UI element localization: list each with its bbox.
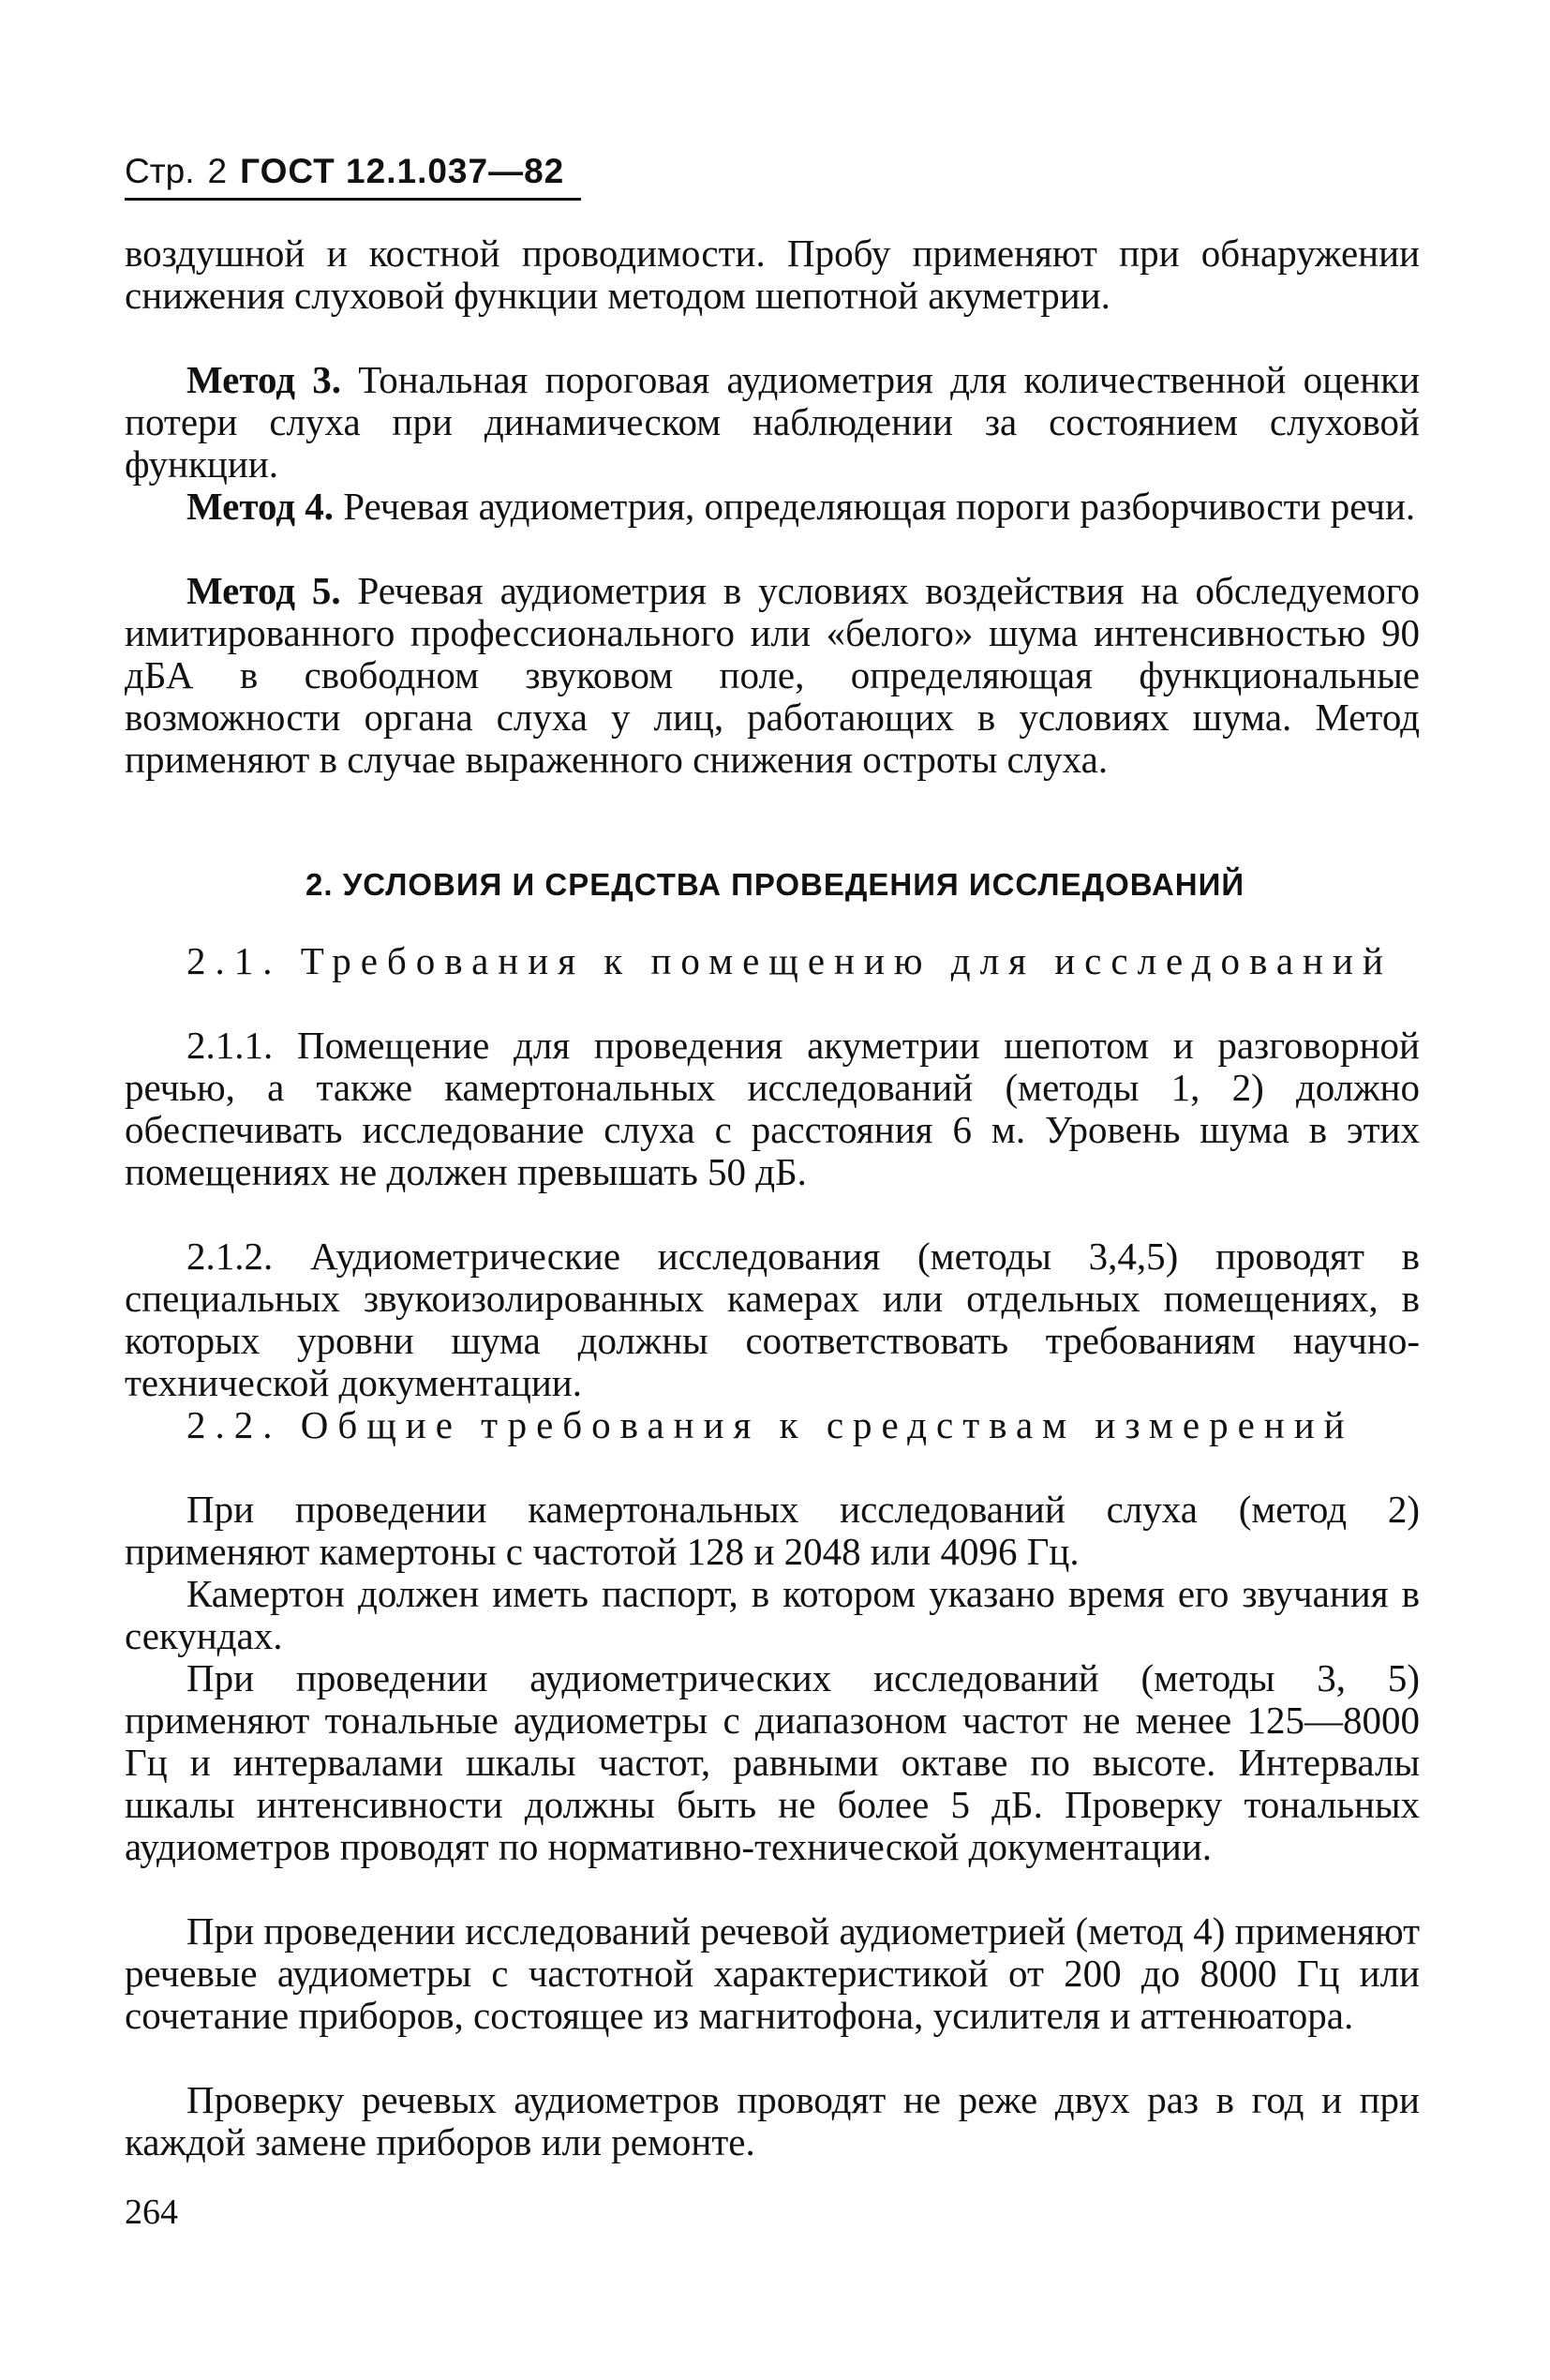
method-3-text: Тональная пороговая аудиометрия для количественной оценки потери слуха при динамическом наблюдении за состоянием слуховой функции. (125, 358, 1421, 486)
method-3-label: Метод 3. (186, 358, 342, 401)
clause-2-1-2: 2.1.2. Аудиометрические исследования (методы 3,4,5) проводят в специальных звукоизолированных камерах или отдельных помещениях, в которых уровни шума должны соответствовать требованиям научно-технической документации. (125, 1235, 1420, 1404)
standard-number: ГОСТ 12.1.037—82 (240, 152, 565, 190)
method-4-paragraph (125, 486, 1420, 528)
clause-2-1-heading: 2.1. Требования к помещению для исследований (186, 939, 1393, 982)
clause-2-1-1: 2.1.1. Помещение для проведения акуметрии шепотом и разговорной речью, а также камертональных исследований (методы 1, 2) должно обеспечивать исследование слуха с расстояния 6 м. Уровень шума в этих помещениях не должен превышать 50 дБ. (125, 1024, 1420, 1193)
paragraph-continuation: воздушной и костной проводимости. Пробу применяют при обнаружении снижения слуховой функции методом шепотной акуметрии. (125, 232, 1420, 317)
method-5-label: Метод 5. (186, 569, 341, 612)
page-index: 2 (207, 152, 228, 190)
clause-2-2-heading: 2.2. Общие требования к средствам измерений (186, 1403, 1354, 1446)
clause-2-2-tuning-forks: При проведении камертональных исследований слуха (метод 2) применяют камертоны с частотой 128 и 2048 или 4096 Гц. (125, 1488, 1420, 1573)
clause-2-2-verification: Проверку речевых аудиометров проводят не реже двух раз в год и при каждой замене приборов или ремонте. (125, 2078, 1420, 2163)
header-rule (125, 198, 581, 201)
clause-2-2-tonal-audiometers: При проведении аудиометрических исследований (методы 3, 5) применяют тональные аудиометры с диапазоном частот не менее 125—8000 Гц и интервалами шкалы частот, равными октаве по высоте. Интервалы шкалы интенсивности должны быть не более 5 дБ. Проверку тональных аудиометров проводят по нормативно-технической документации. (125, 1656, 1420, 1868)
page-header (125, 148, 581, 195)
method-4-text: Речевая аудиометрия, определяющая пороги разборчивости речи. (334, 485, 1416, 528)
method-4-label: Метод 4. (186, 485, 335, 528)
method-5-text: Речевая аудиометрия в условиях воздействия на обследуемого имитированного профессионального или «белого» шума интенсивностью 90 дБА в свободном звуковом поле, определяющая функциональные возможности органа слуха у лиц, работающих в условиях шума. Метод применяют в случае выраженного снижения остроты слуха. (125, 569, 1420, 781)
page-number: 264 (125, 2193, 178, 2232)
clause-2-2-speech-audiometers: При проведении исследований речевой аудиометрией (метод 4) применяют речевые аудиометры с частотной характеристикой от 200 до 8000 Гц или сочетание приборов, состоящее из магнитофона, усилителя и аттенюатора. (125, 1909, 1420, 2037)
clause-2-2-passport: Камертон должен иметь паспорт, в котором указано время его звучания в секундах. (125, 1572, 1420, 1657)
section-title: 2. УСЛОВИЯ И СРЕДСТВА ПРОВЕДЕНИЯ ИССЛЕДОВАНИЙ (306, 867, 1245, 902)
method-3-paragraph (125, 359, 1420, 486)
method-5-paragraph (125, 570, 1420, 781)
page-prefix: Стр. (125, 152, 195, 190)
